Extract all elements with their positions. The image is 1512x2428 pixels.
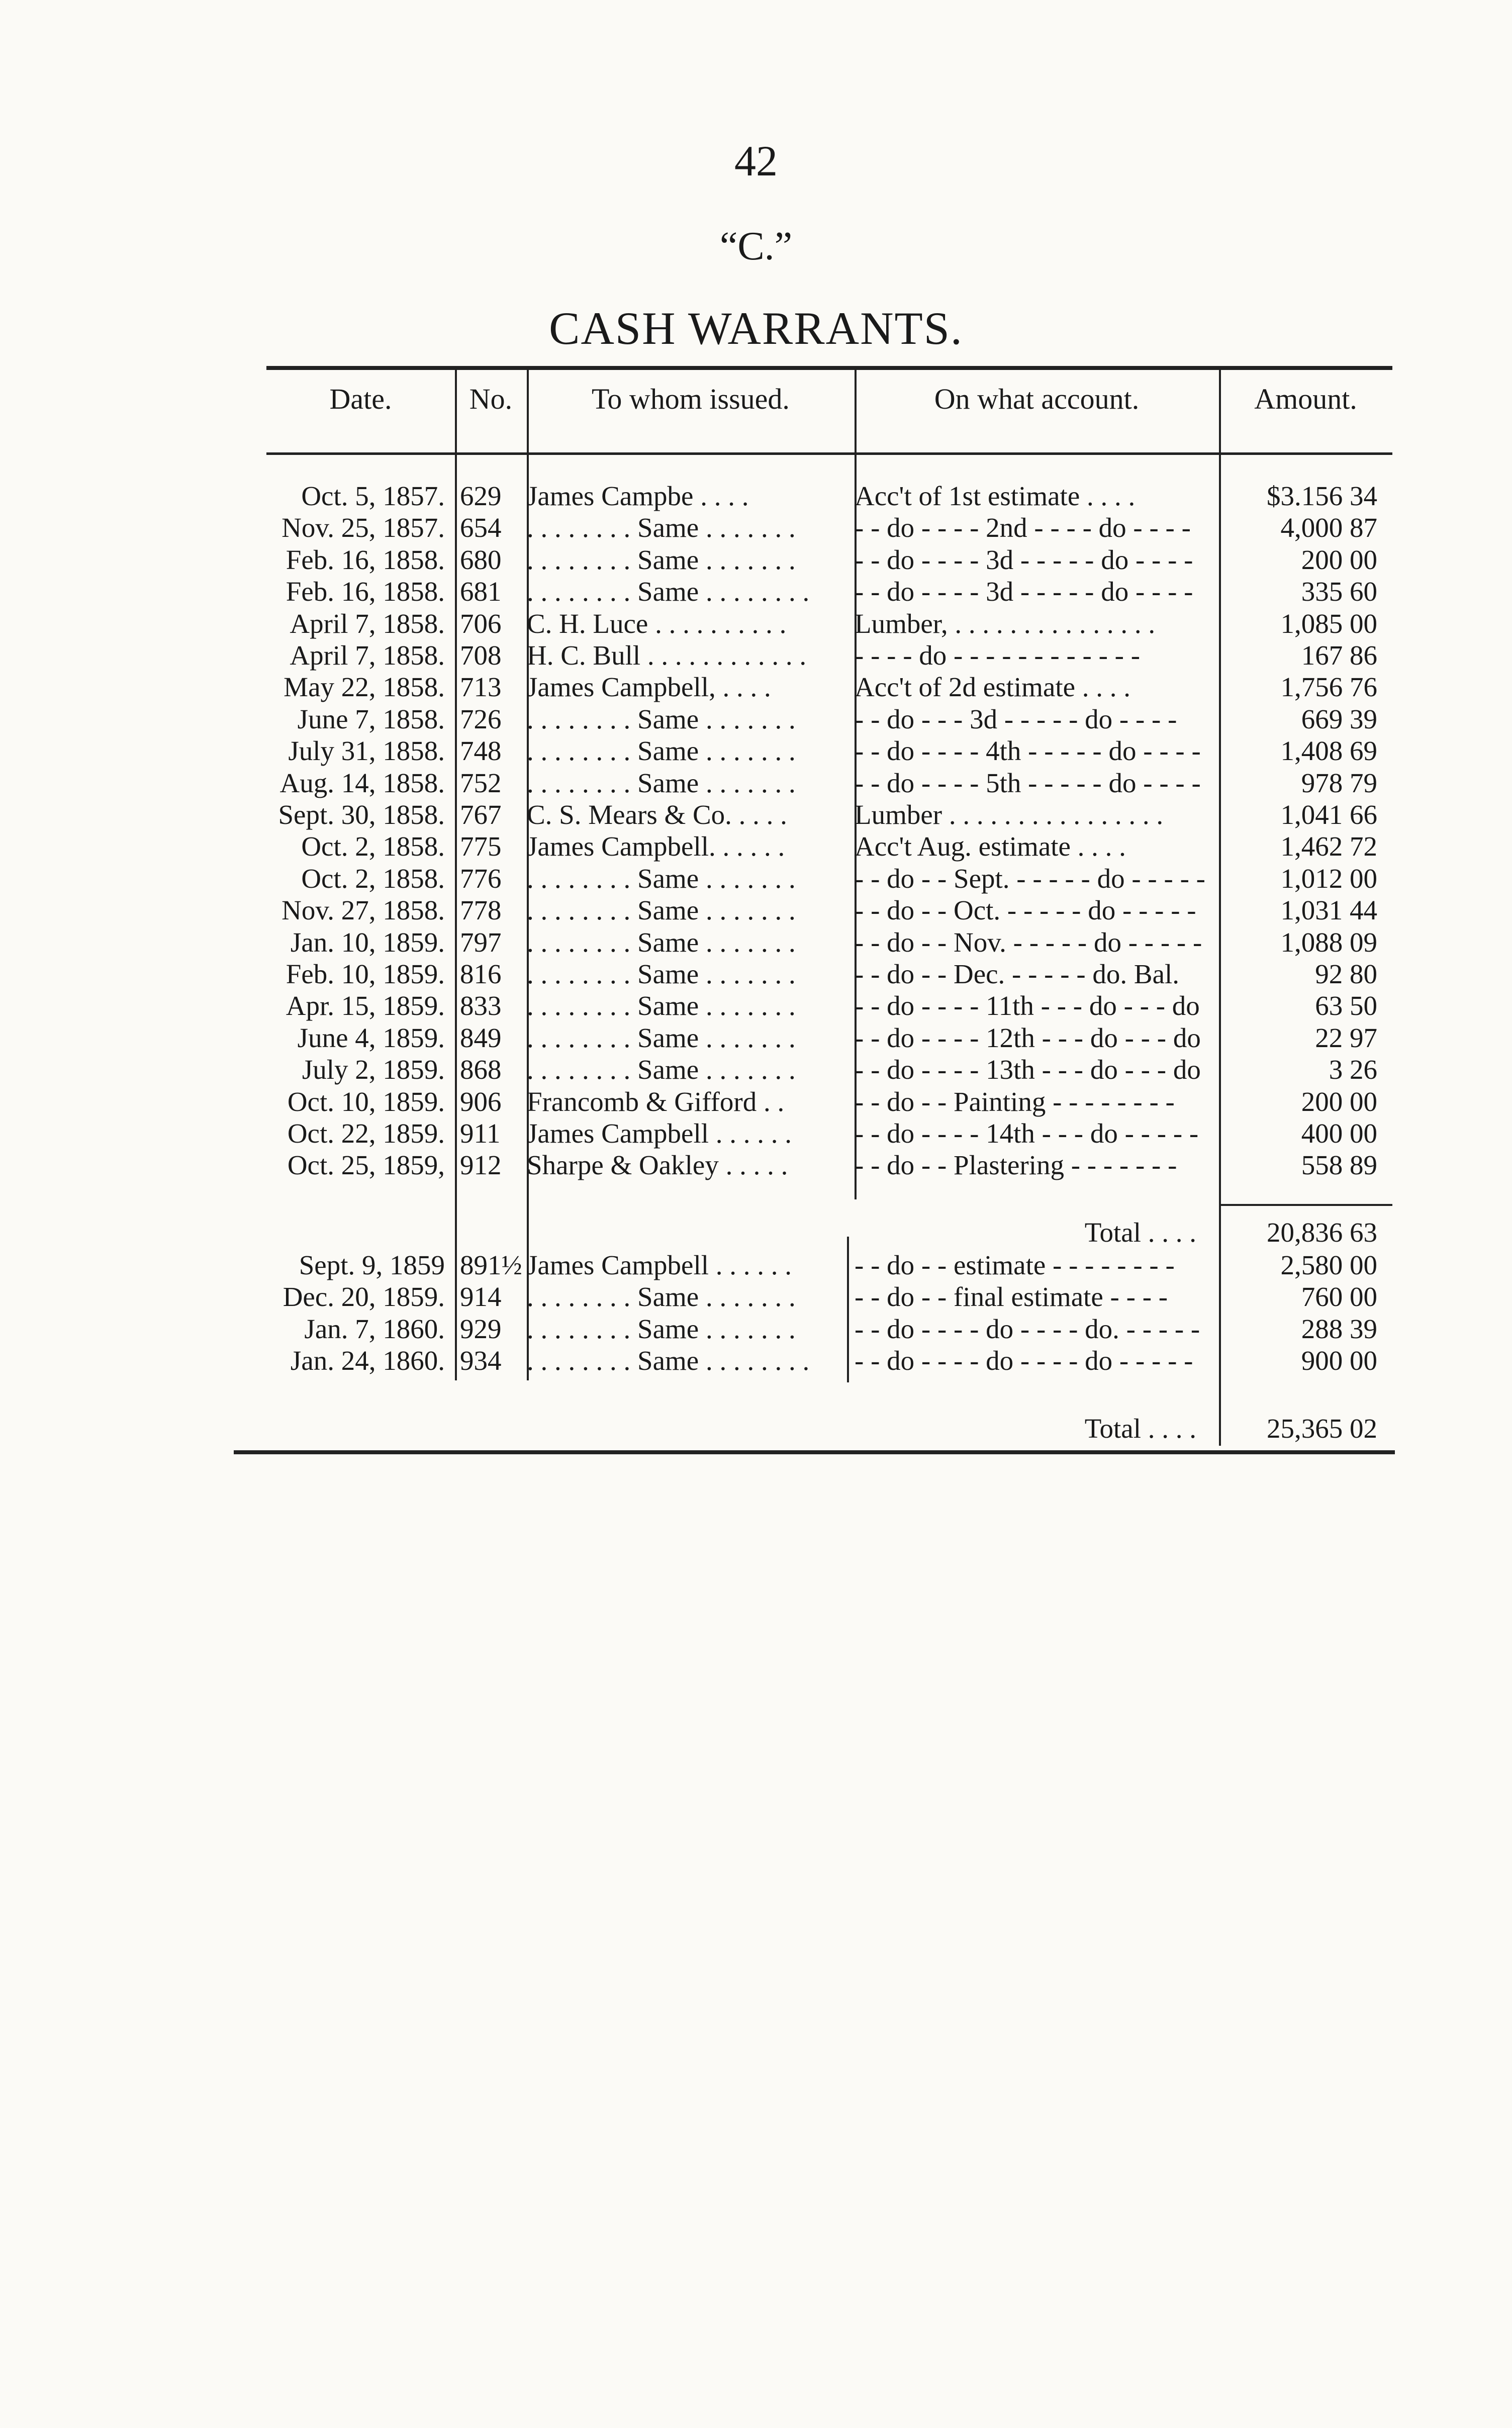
table-row xyxy=(0,1345,1512,1377)
row-account: Acc't of 1st estimate . . . . xyxy=(855,481,1136,511)
table-row xyxy=(0,799,1512,831)
row-account: - - do - - - - 3d - - - - - do - - - - xyxy=(855,576,1193,607)
table-top-rule xyxy=(266,366,1392,370)
row-amount: 900 00 xyxy=(1301,1345,1377,1376)
row-date: Aug. 14, 1858. xyxy=(279,767,445,798)
row-amount: 1,041 66 xyxy=(1280,799,1377,830)
document-title: CASH WARRANTS. xyxy=(549,303,963,354)
subtotal-label: Total . . . . xyxy=(1084,1217,1196,1248)
header-account: On what account. xyxy=(934,383,1140,415)
row-date: April 7, 1858. xyxy=(290,640,445,671)
row-recipient: C. H. Luce . . . . . . . . . . xyxy=(527,608,787,639)
row-amount: 200 00 xyxy=(1301,1086,1377,1117)
row-recipient: Sharpe & Oakley . . . . . xyxy=(527,1150,788,1181)
row-date: Oct. 2, 1858. xyxy=(301,831,445,862)
table-row xyxy=(0,1149,1512,1181)
table-row xyxy=(0,894,1512,926)
row-amount: 669 39 xyxy=(1301,703,1377,734)
header-to-whom: To whom issued. xyxy=(592,383,790,415)
table-row xyxy=(0,544,1512,576)
table-row xyxy=(0,990,1512,1022)
row-account: - - do - - - - 11th - - - do - - - do xyxy=(855,990,1200,1021)
row-account: - - do - - final estimate - - - - xyxy=(855,1281,1168,1313)
row-account: - - do - - Sept. - - - - - do - - - - - xyxy=(855,863,1205,894)
row-amount: 1,012 00 xyxy=(1280,863,1377,894)
row-amount: 92 80 xyxy=(1315,959,1377,989)
row-amount: 288 39 xyxy=(1301,1313,1377,1344)
row-account: Acc't of 2d estimate . . . . xyxy=(855,672,1131,703)
table-row xyxy=(0,576,1512,608)
row-number: 767 xyxy=(460,799,502,830)
row-account: - - do - - Nov. - - - - - do - - - - - xyxy=(855,926,1202,958)
row-number: 929 xyxy=(460,1313,502,1344)
table-row xyxy=(0,863,1512,895)
table-row xyxy=(0,1086,1512,1118)
row-account: Acc't Aug. estimate . . . . xyxy=(855,831,1126,862)
row-amount: 4,000 87 xyxy=(1280,512,1377,543)
header-date: Date. xyxy=(329,383,392,415)
row-amount: 22 97 xyxy=(1315,1022,1377,1053)
row-amount: 978 79 xyxy=(1301,767,1377,798)
table-row xyxy=(0,1054,1512,1086)
row-recipient: James Campbell, . . . . xyxy=(527,672,771,703)
table-row xyxy=(0,639,1512,672)
total-label: Total . . . . xyxy=(1084,1413,1196,1444)
row-amount: 760 00 xyxy=(1301,1281,1377,1313)
row-number: 654 xyxy=(460,512,502,543)
row-number: 912 xyxy=(460,1150,502,1181)
row-date: Oct. 25, 1859, xyxy=(287,1150,445,1181)
total-amount: 25,365 02 xyxy=(1267,1413,1377,1444)
row-recipient: . . . . . . . . Same . . . . . . . xyxy=(527,990,796,1021)
row-number: 849 xyxy=(460,1022,502,1053)
row-number: 748 xyxy=(460,735,502,767)
row-date: June 7, 1858. xyxy=(297,703,445,734)
row-recipient: . . . . . . . . Same . . . . . . . xyxy=(527,959,796,989)
row-recipient: . . . . . . . . Same . . . . . . . xyxy=(527,512,796,543)
row-account: - - do - - estimate - - - - - - - - xyxy=(855,1250,1175,1280)
table-row xyxy=(0,480,1512,512)
row-recipient: H. C. Bull . . . . . . . . . . . . xyxy=(527,640,807,671)
row-recipient: . . . . . . . . Same . . . . . . . xyxy=(527,544,796,575)
table-row xyxy=(0,1249,1512,1281)
row-amount: 1,085 00 xyxy=(1280,608,1377,639)
table-row xyxy=(0,671,1512,703)
page-number: 42 xyxy=(734,137,778,185)
row-date: Sept. 30, 1858. xyxy=(278,799,445,830)
row-number: 816 xyxy=(460,959,502,989)
row-date: Feb. 10, 1859. xyxy=(286,959,445,989)
row-recipient: . . . . . . . . Same . . . . . . . xyxy=(527,895,796,926)
row-amount: $3.156 34 xyxy=(1267,481,1377,511)
row-recipient: C. S. Mears & Co. . . . . xyxy=(527,799,787,830)
row-amount: 400 00 xyxy=(1301,1118,1377,1149)
header-amount: Amount. xyxy=(1254,383,1357,415)
row-recipient: James Campbell. . . . . . xyxy=(527,831,785,862)
row-date: Jan. 24, 1860. xyxy=(290,1345,445,1376)
row-amount: 1,462 72 xyxy=(1280,831,1377,862)
row-date: April 7, 1858. xyxy=(290,608,445,639)
table-row xyxy=(0,608,1512,640)
row-account: - - do - - - - 4th - - - - - do - - - - xyxy=(855,735,1201,767)
row-date: Jan. 7, 1860. xyxy=(304,1313,445,1344)
row-recipient: James Campbell . . . . . . xyxy=(527,1118,792,1149)
row-account: - - do - - - 3d - - - - - do - - - - xyxy=(855,703,1177,734)
row-account: - - do - - - - 5th - - - - - do - - - - xyxy=(855,767,1201,798)
subtotal-amount: 20,836 63 xyxy=(1267,1217,1377,1248)
table-row xyxy=(0,735,1512,767)
row-date: Feb. 16, 1858. xyxy=(286,576,445,607)
row-date: Oct. 22, 1859. xyxy=(287,1118,445,1149)
row-account: - - - - do - - - - - - - - - - - - xyxy=(855,640,1141,671)
row-recipient: . . . . . . . . Same . . . . . . . . xyxy=(527,1345,810,1376)
row-account: - - do - - Dec. - - - - - do. Bal. xyxy=(855,959,1180,989)
row-recipient: . . . . . . . . Same . . . . . . . xyxy=(527,863,796,894)
row-recipient: James Campbell . . . . . . xyxy=(527,1250,792,1280)
table-row xyxy=(0,512,1512,544)
row-recipient: James Campbe . . . . xyxy=(527,481,749,511)
row-account: - - do - - - - 12th - - - do - - - do xyxy=(855,1022,1201,1053)
row-recipient: . . . . . . . . Same . . . . . . . xyxy=(527,703,796,734)
row-number: 891½ xyxy=(460,1250,522,1280)
row-date: Nov. 25, 1857. xyxy=(281,512,445,543)
row-account: Lumber, . . . . . . . . . . . . . . . xyxy=(855,608,1156,639)
row-date: July 2, 1859. xyxy=(302,1054,445,1085)
table-row xyxy=(0,1281,1512,1313)
row-number: 776 xyxy=(460,863,502,894)
row-number: 680 xyxy=(460,544,502,575)
table-row xyxy=(0,926,1512,959)
row-recipient: . . . . . . . . Same . . . . . . . xyxy=(527,926,796,958)
row-number: 713 xyxy=(460,672,502,703)
table-row xyxy=(0,830,1512,863)
row-recipient: . . . . . . . . Same . . . . . . . . xyxy=(527,576,810,607)
header-no: No. xyxy=(469,383,513,415)
row-recipient: . . . . . . . . Same . . . . . . . xyxy=(527,767,796,798)
row-account: - - do - - - - 14th - - - do - - - - - xyxy=(855,1118,1199,1149)
row-account: - - do - - - - 13th - - - do - - - do xyxy=(855,1054,1201,1085)
section-label: “C.” xyxy=(719,224,793,268)
row-date: July 31, 1858. xyxy=(288,735,445,767)
row-number: 752 xyxy=(460,767,502,798)
row-amount: 1,031 44 xyxy=(1280,895,1377,926)
row-number: 708 xyxy=(460,640,502,671)
row-date: Oct. 2, 1858. xyxy=(301,863,445,894)
row-recipient: . . . . . . . . Same . . . . . . . xyxy=(527,1313,796,1344)
row-number: 706 xyxy=(460,608,502,639)
row-account: - - do - - Plastering - - - - - - - xyxy=(855,1150,1177,1181)
row-number: 726 xyxy=(460,703,502,734)
table-row xyxy=(0,703,1512,735)
row-account: - - do - - Oct. - - - - - do - - - - - xyxy=(855,895,1196,926)
row-amount: 1,756 76 xyxy=(1280,672,1377,703)
row-amount: 1,088 09 xyxy=(1280,926,1377,958)
row-account: - - do - - - - 2nd - - - - do - - - - xyxy=(855,512,1191,543)
row-number: 775 xyxy=(460,831,502,862)
row-amount: 335 60 xyxy=(1301,576,1377,607)
row-amount: 3 26 xyxy=(1329,1054,1377,1085)
row-date: Apr. 15, 1859. xyxy=(286,990,445,1021)
row-account: - - do - - - - do - - - - do. - - - - - xyxy=(855,1313,1200,1344)
row-account: - - do - - - - do - - - - do - - - - - xyxy=(855,1345,1193,1376)
table-row xyxy=(0,1117,1512,1150)
row-number: 914 xyxy=(460,1281,502,1313)
row-number: 868 xyxy=(460,1054,502,1085)
row-amount: 63 50 xyxy=(1315,990,1377,1021)
row-number: 629 xyxy=(460,481,502,511)
row-number: 911 xyxy=(460,1118,501,1149)
row-date: Feb. 16, 1858. xyxy=(286,544,445,575)
row-number: 797 xyxy=(460,926,502,958)
row-date: Nov. 27, 1858. xyxy=(281,895,445,926)
table-row xyxy=(0,1313,1512,1345)
row-date: June 4, 1859. xyxy=(297,1022,445,1053)
row-recipient: . . . . . . . . Same . . . . . . . xyxy=(527,1281,796,1313)
row-recipient: . . . . . . . . Same . . . . . . . xyxy=(527,735,796,767)
row-recipient: . . . . . . . . Same . . . . . . . xyxy=(527,1022,796,1053)
row-account: - - do - - - - 3d - - - - - do - - - - xyxy=(855,544,1193,575)
row-date: Oct. 10, 1859. xyxy=(287,1086,445,1117)
row-account: Lumber . . . . . . . . . . . . . . . . xyxy=(855,799,1164,830)
row-amount: 2,580 00 xyxy=(1280,1250,1377,1280)
subtotal-rule xyxy=(1219,1204,1392,1206)
row-date: Dec. 20, 1859. xyxy=(282,1281,445,1313)
row-amount: 200 00 xyxy=(1301,544,1377,575)
row-date: Jan. 10, 1859. xyxy=(290,926,445,958)
row-amount: 1,408 69 xyxy=(1280,735,1377,767)
row-date: Oct. 5, 1857. xyxy=(301,481,445,511)
table-row xyxy=(0,767,1512,799)
row-number: 681 xyxy=(460,576,502,607)
row-number: 833 xyxy=(460,990,502,1021)
row-recipient: Francomb & Gifford . . xyxy=(527,1086,785,1117)
row-amount: 558 89 xyxy=(1301,1150,1377,1181)
row-recipient: . . . . . . . . Same . . . . . . . xyxy=(527,1054,796,1085)
row-number: 906 xyxy=(460,1086,502,1117)
row-number: 934 xyxy=(460,1345,502,1376)
table-row xyxy=(0,958,1512,990)
row-number: 778 xyxy=(460,895,502,926)
row-amount: 167 86 xyxy=(1301,640,1377,671)
row-date: Sept. 9, 1859 xyxy=(299,1250,445,1280)
table-header-rule xyxy=(266,452,1392,455)
row-date: May 22, 1858. xyxy=(284,672,445,703)
table-bottom-rule xyxy=(234,1450,1395,1454)
table-row xyxy=(0,1022,1512,1054)
row-account: - - do - - Painting - - - - - - - - xyxy=(855,1086,1175,1117)
